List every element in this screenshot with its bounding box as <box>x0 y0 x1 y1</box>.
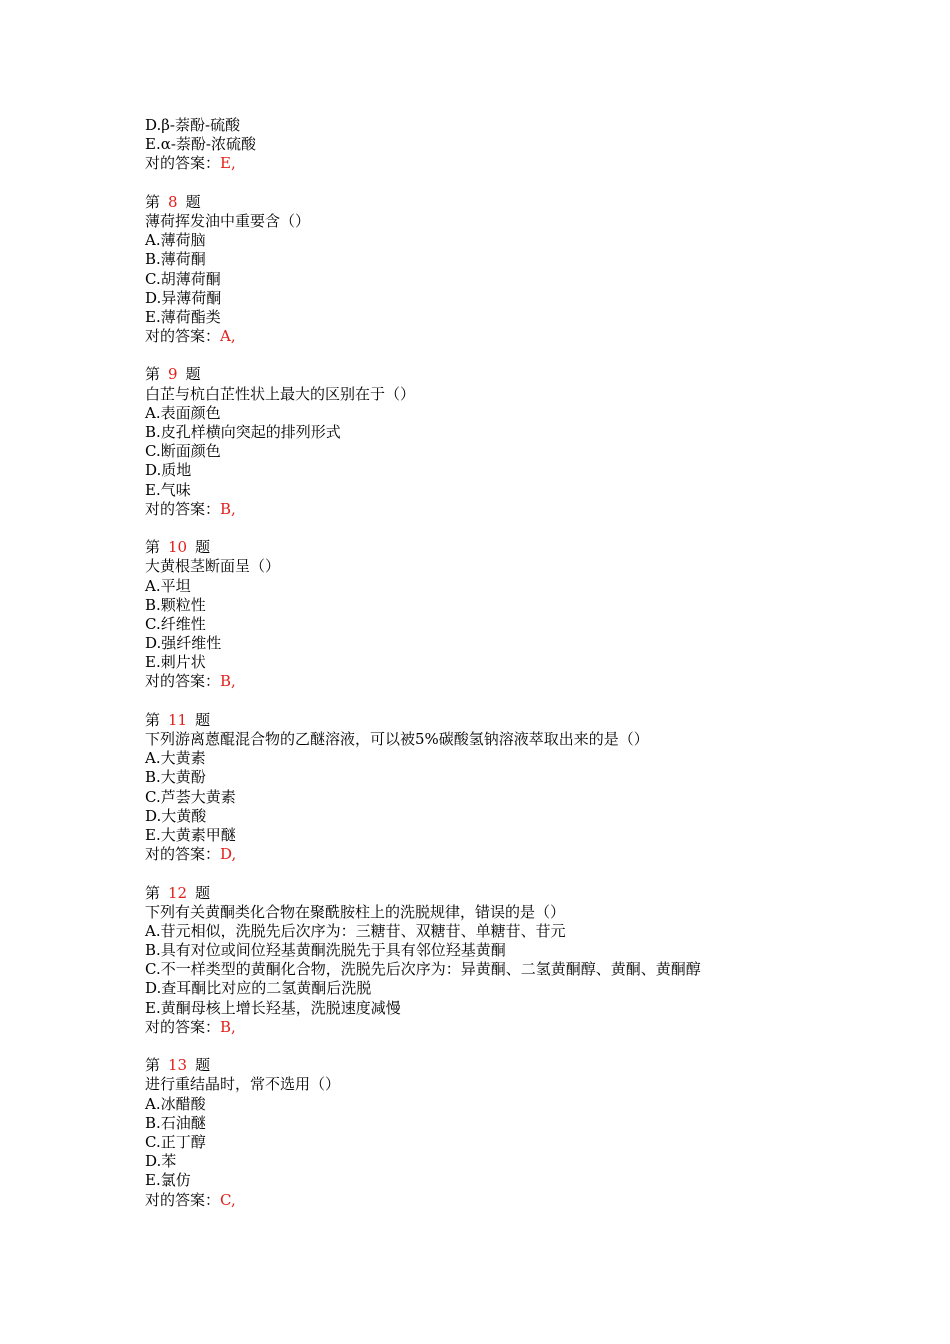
question-block <box>145 711 865 865</box>
question-prefix: 第 <box>145 365 161 384</box>
question-prefix: 第 <box>145 1056 161 1075</box>
option-d: D.强纤维性 <box>145 634 222 653</box>
spacer <box>145 174 865 193</box>
question-prefix: 第 <box>145 883 161 902</box>
option-b: B.石油醚 <box>145 1113 206 1132</box>
question-stem: 下列有关黄酮类化合物在聚酰胺柱上的洗脱规律，错误的是（） <box>145 902 566 921</box>
answer-label: 对的答案： <box>145 154 221 173</box>
answer-label: 对的答案： <box>145 672 221 691</box>
answer-value: A, <box>220 327 236 346</box>
option-e: E.α-萘酚-浓硫酸 <box>145 135 256 154</box>
question-stem: 薄荷挥发油中重要含（） <box>145 211 311 230</box>
option-b: B.薄荷酮 <box>145 250 206 269</box>
option-b: B.皮孔样横向突起的排列形式 <box>145 423 341 441</box>
option-e: E.氯仿 <box>145 1171 191 1190</box>
question-suffix: 题 <box>195 883 211 902</box>
question-block <box>145 884 865 1038</box>
question-heading <box>145 193 865 212</box>
option-e: E.气味 <box>145 480 191 499</box>
answer-value: B, <box>220 672 236 691</box>
question-stem: 下列游离蒽醌混合物的乙醚溶液，可以被5%碳酸氢钠溶液萃取出来的是（） <box>145 730 649 748</box>
option-e: E.大黄素甲醚 <box>145 825 236 844</box>
option-d: D.大黄酸 <box>145 806 207 825</box>
question-stem: 进行重结晶时，常不选用（） <box>145 1075 341 1094</box>
answer-line <box>145 672 865 691</box>
question-heading <box>145 711 865 730</box>
question-suffix: 题 <box>195 710 211 729</box>
answer-line <box>145 845 865 864</box>
option-c: C.胡薄荷酮 <box>145 269 221 288</box>
question-heading <box>145 1056 865 1075</box>
option-d: D.苯 <box>145 1152 177 1171</box>
answer-label: 对的答案： <box>145 1190 221 1209</box>
question-suffix: 题 <box>195 1056 211 1075</box>
option-d: D.查耳酮比对应的二氢黄酮后洗脱 <box>145 979 372 998</box>
answer-label: 对的答案： <box>145 845 221 864</box>
spacer <box>145 346 865 365</box>
question-prefix: 第 <box>145 710 161 729</box>
option-a: A.表面颜色 <box>145 403 221 422</box>
question-number: 9 <box>168 365 178 384</box>
question-suffix: 题 <box>185 192 201 211</box>
option-c: C.芦荟大黄素 <box>145 787 236 806</box>
option-b: B.具有对位或间位羟基黄酮洗脱先于具有邻位羟基黄酮 <box>145 941 506 960</box>
answer-line <box>145 154 865 173</box>
option-d: D.质地 <box>145 461 192 480</box>
question-number: 10 <box>168 538 188 557</box>
question-prefix: 第 <box>145 538 161 557</box>
question-heading <box>145 365 865 384</box>
question-block <box>145 538 865 692</box>
option-c: C.不一样类型的黄酮化合物，洗脱先后次序为：异黄酮、二氢黄酮醇、黄酮、黄酮醇 <box>145 960 701 979</box>
question-number: 11 <box>168 710 188 729</box>
option-b: B.大黄酚 <box>145 768 206 787</box>
option-b: B.颗粒性 <box>145 595 206 614</box>
option-d: D.β-萘酚-硫酸 <box>145 116 241 134</box>
option-d: D.异薄荷酮 <box>145 288 222 307</box>
question-block <box>145 1056 865 1210</box>
spacer <box>145 692 865 711</box>
option-e: E.刺片状 <box>145 653 206 672</box>
option-a: A.薄荷脑 <box>145 231 206 250</box>
answer-label: 对的答案： <box>145 327 221 346</box>
question-number: 13 <box>168 1056 188 1075</box>
question-heading <box>145 884 865 903</box>
answer-value: E, <box>220 154 236 173</box>
spacer <box>145 519 865 538</box>
question-suffix: 题 <box>195 538 211 557</box>
question-stem: 白芷与杭白芷性状上最大的区别在于（） <box>145 384 416 403</box>
answer-value: B, <box>220 499 236 518</box>
option-e: E.薄荷酯类 <box>145 307 221 326</box>
question-prefix: 第 <box>145 192 161 211</box>
question-block <box>145 365 865 519</box>
spacer <box>145 1037 865 1056</box>
answer-label: 对的答案： <box>145 1017 221 1036</box>
option-c: C.正丁醇 <box>145 1132 206 1151</box>
option-a: A.平坦 <box>145 576 191 595</box>
answer-value: B, <box>220 1017 236 1036</box>
spacer <box>145 864 865 883</box>
document-page <box>145 116 865 1210</box>
answer-line <box>145 1018 865 1037</box>
answer-label: 对的答案： <box>145 499 221 518</box>
option-a: A.苷元相似，洗脱先后次序为：三糖苷、双糖苷、单糖苷、苷元 <box>145 921 566 940</box>
question-number: 8 <box>168 192 178 211</box>
option-e: E.黄酮母核上增长羟基，洗脱速度减慢 <box>145 998 401 1017</box>
answer-line <box>145 500 865 519</box>
question-stem: 大黄根茎断面呈（） <box>145 557 281 576</box>
option-a: A.大黄素 <box>145 749 206 768</box>
question-suffix: 题 <box>185 365 201 384</box>
question-block <box>145 193 865 347</box>
question-heading <box>145 538 865 557</box>
previous-question-tail <box>145 116 865 174</box>
answer-line <box>145 327 865 346</box>
option-c: C.断面颜色 <box>145 442 221 461</box>
answer-line <box>145 1191 865 1210</box>
option-c: C.纤维性 <box>145 614 206 633</box>
question-number: 12 <box>168 883 188 902</box>
answer-value: D, <box>220 845 237 864</box>
answer-value: C, <box>220 1190 236 1209</box>
option-a: A.冰醋酸 <box>145 1094 206 1113</box>
